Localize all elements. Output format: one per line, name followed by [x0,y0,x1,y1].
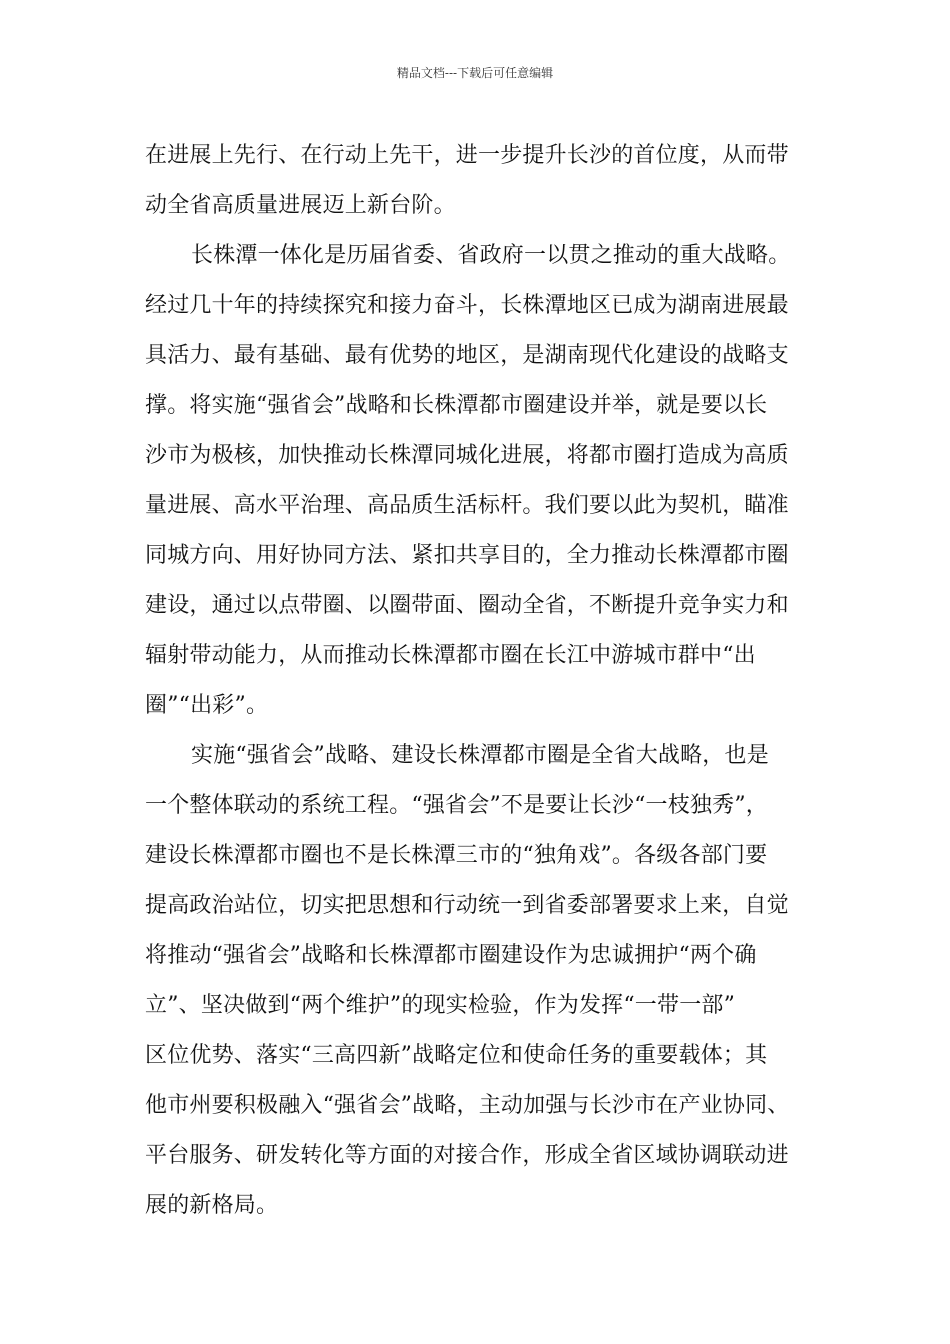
text-line: 提高政治站位，切实把思想和行动统一到省委部署要求上来，自觉 [145,893,789,918]
paragraph-3 [145,731,809,1231]
text-line: 一个整体联动的系统工程。“强省会”不是要让长沙“一枝独秀”， [145,793,768,818]
text-line: 经过几十年的持续探究和接力奋斗，长株潭地区已成为湖南进展最 [145,293,789,318]
text-line: 区位优势、落实“三高四新”战略定位和使命任务的重要载体；其 [145,1043,768,1068]
text-line: 展的新格局。 [145,1193,279,1218]
text-line: 量进展、高水平治理、高品质生活标杆。我们要以此为契机，瞄准 [145,493,789,518]
text-line: 实施“强省会”战略、建设长株潭都市圈是全省大战略，也是 [191,743,769,768]
paragraph-1 [145,131,809,231]
text-line: 撑。将实施“强省会”战略和长株潭都市圈建设并举，就是要以长 [145,393,768,418]
text-line: 动全省高质量进展迈上新台阶。 [145,193,456,218]
paragraph-2 [145,231,809,731]
text-line: 圈”“出彩”。 [145,693,269,718]
text-line: 在进展上先行、在行动上先干，进一步提升长沙的首位度，从而带 [145,143,789,168]
text-line: 他市州要积极融入“强省会”战略，主动加强与长沙市在产业协同、 [145,1093,790,1118]
document-body [145,131,809,1231]
text-line: 沙市为极核，加快推动长株潭同城化进展，将都市圈打造成为高质 [145,443,789,468]
text-line: 长株潭一体化是历届省委、省政府一以贯之推动的重大战略。 [191,243,791,268]
page-header: 精品文档---下载后可任意编辑 [396,66,554,80]
text-line: 辐射带动能力，从而推动长株潭都市圈在长江中游城市群中“出 [145,643,756,668]
text-line: 同城方向、用好协同方法、紧扣共享目的，全力推动长株潭都市圈 [145,543,789,568]
text-line: 将推动“强省会”战略和长株潭都市圈建设作为忠诚拥护“两个确 [145,943,757,968]
text-line: 平台服务、研发转化等方面的对接合作，形成全省区域协调联动进 [145,1143,789,1168]
text-line: 立”、坚决做到“两个维护”的现实检验，作为发挥“一带一部” [145,993,736,1018]
text-line: 建设，通过以点带圈、以圈带面、圈动全省，不断提升竞争实力和 [145,593,789,618]
text-line: 建设长株潭都市圈也不是长株潭三市的“独角戏”。各级各部门要 [145,843,768,868]
text-line: 具活力、最有基础、最有优势的地区，是湖南现代化建设的战略支 [145,343,789,368]
